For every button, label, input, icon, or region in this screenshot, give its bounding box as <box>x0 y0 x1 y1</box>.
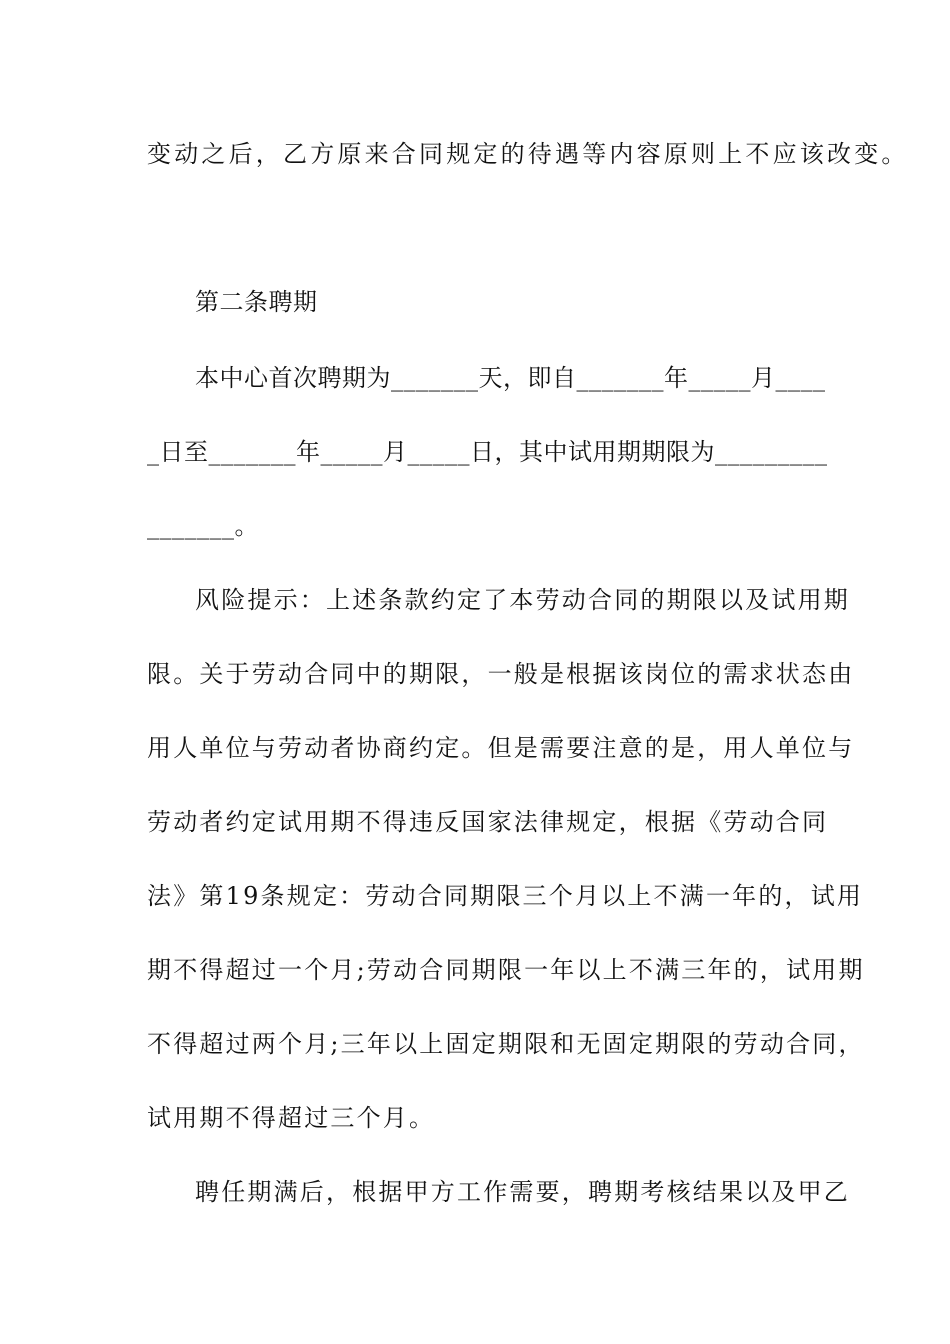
risk-note-line-2: 限。关于劳动合同中的期限，一般是根据该岗位的需求状态由 <box>147 660 855 688</box>
paragraph-line-14: 聘任期满后，根据甲方工作需要，聘期考核结果以及甲乙 <box>195 1178 850 1206</box>
risk-note-line-1: 风险提示：上述条款约定了本劳动合同的期限以及试用期 <box>195 586 850 614</box>
risk-note-line-8: 试用期不得超过三个月。 <box>147 1104 436 1132</box>
paragraph-line-4: _日至_______年_____月_____日，其中试用期期限为_________ <box>147 438 828 466</box>
risk-note-line-3: 用人单位与劳动者协商约定。但是需要注意的是，用人单位与 <box>147 734 855 762</box>
paragraph-line-1: 变动之后，乙方原来合同规定的待遇等内容原则上不应该改变。 <box>147 140 909 168</box>
risk-note-line-6: 期不得超过一个月;劳动合同期限一年以上不满三年的，试用期 <box>147 956 865 984</box>
paragraph-line-3: 本中心首次聘期为_______天，即自_______年_____月____ <box>195 364 826 392</box>
risk-note-line-4: 劳动者约定试用期不得违反国家法律规定，根据《劳动合同 <box>147 808 829 836</box>
risk-note-line-5: 法》第19条规定：劳动合同期限三个月以上不满一年的，试用 <box>147 882 864 910</box>
risk-note-line-7: 不得超过两个月;三年以上固定期限和无固定期限的劳动合同， <box>147 1030 865 1058</box>
section-heading: 第二条聘期 <box>195 288 318 316</box>
paragraph-line-5: _______。 <box>147 512 259 540</box>
